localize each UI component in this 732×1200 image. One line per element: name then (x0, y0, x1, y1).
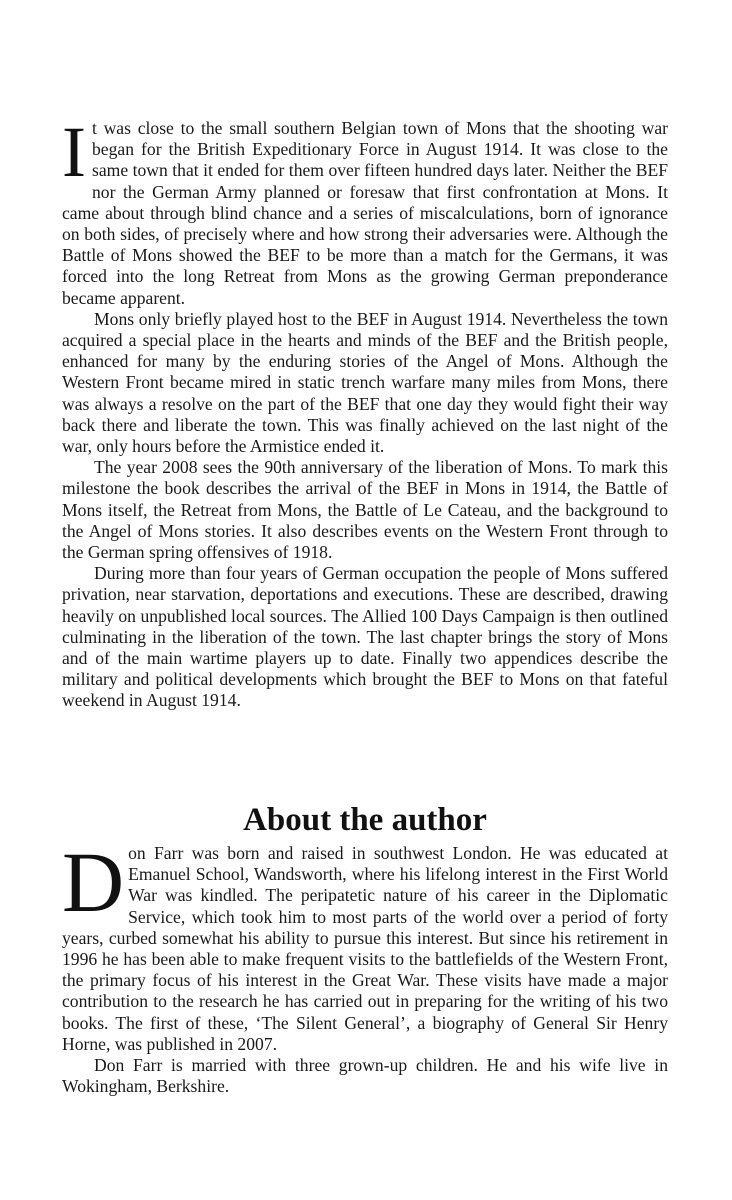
author-paragraph-2: Don Farr is married with three grown-up children. He and his wife live in Wokingham, Berkshire. (62, 1055, 668, 1097)
drop-cap-d: D (62, 834, 125, 930)
text-column (62, 112, 668, 1097)
intro-section (62, 112, 668, 712)
author-paragraph-1-text: on Farr was born and raised in southwest London. He was educated at Emanuel School, Wandsworth, where his lifelong interest in the First World War was kindled. The peripatetic nature of his career in the Diplomatic Service, which took him to most parts of the world over a period of forty years, curbed somewhat his ability to pursue this interest. But since his retirement in 1996 he has been able to make frequent visits to the battlefields of the Western Front, the primary focus of his interest in the Great War. These visits have made a major contribution to the research he has carried out in preparing for the writing of his two books. The first of these, ‘The Silent General’, a biography of General Sir Henry Horne, was published in 2007. (62, 843, 668, 1054)
intro-paragraph-4: During more than four years of German occupation the people of Mons suffered privation, near starvation, deportations and executions. These are described, drawing heavily on unpublished local sources. The Allied 100 Days Campaign is then outlined culminating in the liberation of the town. The last chapter brings the story of Mons and of the main wartime players up to date. Finally two appendices describe the military and political developments which brought the BEF to Mons on that fateful weekend in August 1914. (62, 563, 668, 711)
author-paragraph-1 (62, 834, 668, 1055)
intro-paragraph-2: Mons only briefly played host to the BEF in August 1914. Nevertheless the town acquired a special place in the hearts and minds of the BEF and the British people, enhanced for many by the enduring stories of the Angel of Mons. Although the Western Front became mired in static trench warfare many miles from Mons, there was always a resolve on the part of the BEF that one day they would fight their way back there and liberate the town. This was finally achieved on the last night of the war, only hours before the Armistice ended it. (62, 308, 668, 457)
intro-paragraph-1-text: t was close to the small southern Belgian town of Mons that the shooting war began for the British Expeditionary Force in August 1914. It was close to the same town that it ended for them over fifteen hundred days later. Neither the BEF nor the German Army planned or foresaw that first confrontation at Mons. It came about through blind chance and a series of miscalculations, born of ignorance on both sides, of precisely where and how strong their adversaries were. Although the Battle of Mons showed the BEF to be more than a match for the Germans, it was forced into the long Retreat from Mons as the growing German preponderance became apparent. (62, 118, 668, 308)
intro-paragraph-3: The year 2008 sees the 90th anniversary of the liberation of Mons. To mark this milestone the book describes the arrival of the BEF in Mons in 1914, the Battle of Mons itself, the Retreat from Mons, the Battle of Le Cateau, and the background to the Angel of Mons stories. It also describes events on the Western Front through to the German spring offensives of 1918. (62, 457, 668, 563)
author-section (62, 834, 668, 1097)
drop-cap-i: I (62, 112, 86, 192)
about-author-heading: About the author (243, 802, 487, 838)
intro-paragraph-1 (62, 112, 668, 309)
